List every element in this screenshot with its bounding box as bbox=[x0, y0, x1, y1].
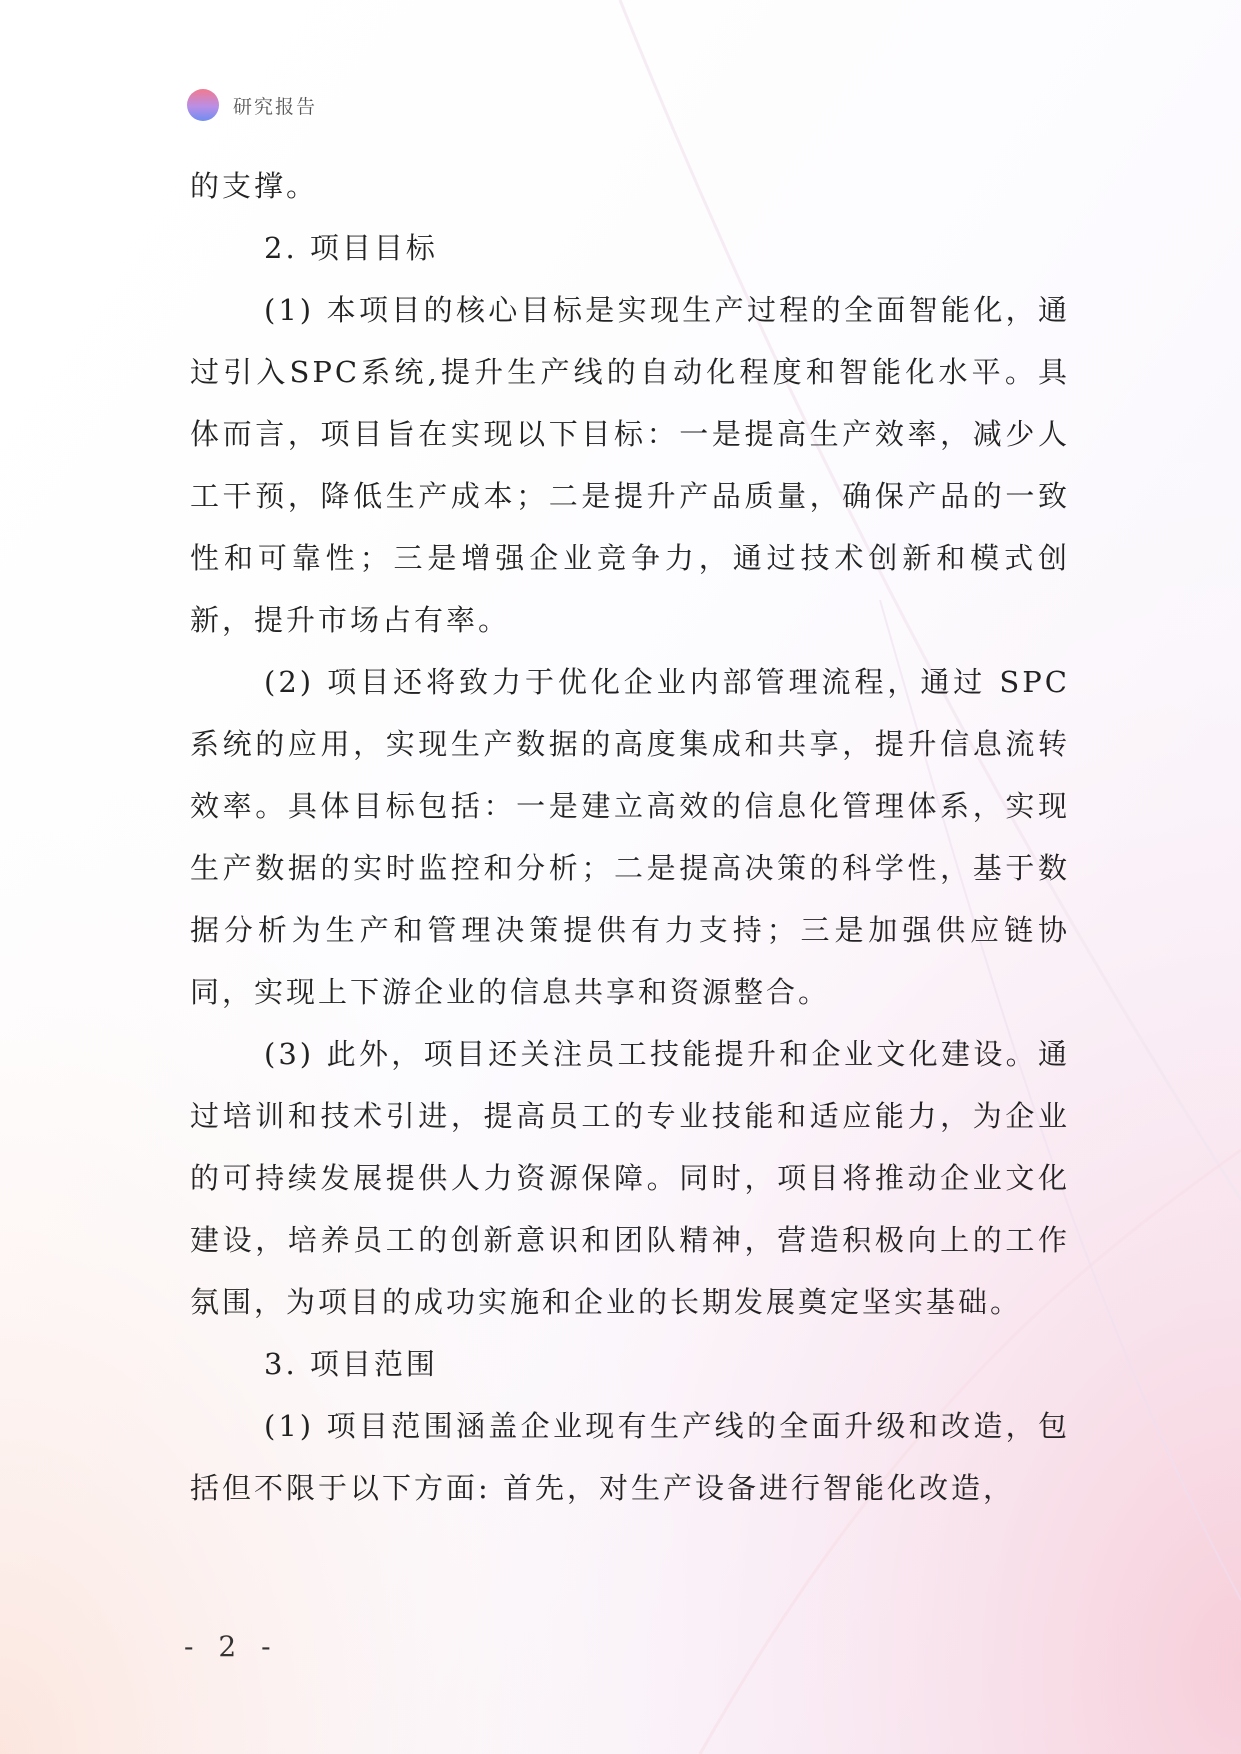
paragraph-goal-1: (1) 本项目的核心目标是实现生产过程的全面智能化，通过引入SPC系统,提升生产线的自动化程度和智能化水平。具体而言，项目旨在实现以下目标：一是提高生产效率，减少人工干预，降低生产成本；二是提升产品质量，确保产品的一致性和可靠性；三是增强企业竞争力，通过技术创新和模式创新，提升市场占有率。 bbox=[190, 293, 1070, 637]
paragraph-goal-3: (3) 此外，项目还关注员工技能提升和企业文化建设。通过培训和技术引进，提高员工的专业技能和适应能力，为企业的可持续发展提供人力资源保障。同时，项目将推动企业文化建设，培养员工的创新意识和团队精神，营造积极向上的工作氛围，为项目的成功实施和企业的长期发展奠定坚实基础。 bbox=[190, 1037, 1070, 1319]
document-body bbox=[190, 155, 1070, 1519]
paragraph-scope-1: (1) 项目范围涵盖企业现有生产线的全面升级和改造，包括但不限于以下方面: 首先，对生产设备进行智能化改造， bbox=[190, 1409, 1070, 1505]
page-number: - 2 - bbox=[184, 1630, 279, 1663]
gradient-circle-icon bbox=[187, 89, 219, 121]
section-heading-goals: 2. 项目目标 bbox=[264, 231, 438, 265]
page-header bbox=[187, 88, 317, 122]
paragraph-goal-2: (2) 项目还将致力于优化企业内部管理流程，通过 SPC 系统的应用，实现生产数据的高度集成和共享，提升信息流转效率。具体目标包括：一是建立高效的信息化管理体系，实现生产数据的实时监控和分析；二是提高决策的科学性，基于数据分析为生产和管理决策提供有力支持；三是加强供应链协同，实现上下游企业的信息共享和资源整合。 bbox=[190, 665, 1070, 1009]
continuation-text: 的支撑。 bbox=[190, 169, 319, 203]
section-heading-scope: 3. 项目范围 bbox=[264, 1347, 438, 1381]
header-title: 研究报告 bbox=[233, 95, 318, 118]
